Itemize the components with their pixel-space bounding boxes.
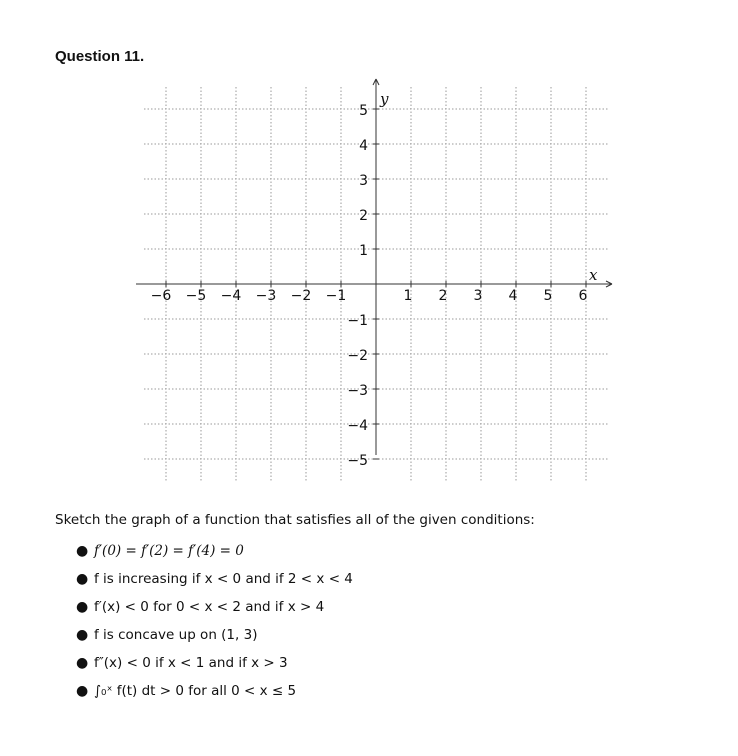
bullet-icon: ●: [76, 599, 89, 615]
y-tick-label: −2: [347, 348, 368, 364]
y-tick-label: 3: [359, 173, 368, 189]
conditions-list: [76, 537, 353, 705]
x-tick-label: 4: [508, 288, 518, 304]
y-tick-label: −4: [347, 418, 368, 434]
bullet-icon: ●: [76, 627, 89, 643]
x-tick-label: 6: [578, 288, 588, 304]
y-tick-label: −1: [347, 313, 368, 329]
y-axis-label: y: [380, 90, 389, 108]
condition-item: [76, 565, 353, 593]
x-tick-label: 5: [543, 288, 553, 304]
condition-text: f is increasing if x < 0 and if 2 < x < 4: [94, 571, 353, 587]
condition-item: [76, 621, 353, 649]
y-tick-label: −3: [347, 383, 368, 399]
x-tick-label: −1: [325, 288, 347, 304]
condition-item: [76, 537, 353, 565]
x-tick-label: −2: [290, 288, 312, 304]
x-tick-label: −4: [220, 288, 242, 304]
y-tick-label: 5: [359, 103, 368, 119]
bullet-icon: ●: [76, 683, 89, 699]
tick-labels: [151, 103, 588, 469]
x-axis-label: x: [589, 266, 598, 284]
y-tick-label: 2: [359, 208, 368, 224]
problem-prompt: Sketch the graph of a function that satisfies all of the given conditions:: [55, 512, 535, 528]
bullet-icon: ●: [76, 571, 89, 587]
x-tick-label: −3: [255, 288, 277, 304]
y-tick-label: −5: [347, 453, 368, 469]
y-tick-label: 1: [359, 243, 368, 259]
condition-item: [76, 593, 353, 621]
condition-item: [76, 649, 353, 677]
x-tick-label: 2: [438, 288, 448, 304]
x-tick-label: −5: [185, 288, 207, 304]
x-tick-label: −6: [150, 288, 172, 304]
axes: [136, 79, 612, 459]
condition-item: [76, 677, 353, 705]
condition-text: f″(x) < 0 if x < 1 and if x > 3: [94, 655, 288, 671]
condition-text: f′(0) = f′(2) = f′(4) = 0: [94, 543, 244, 559]
y-tick-label: 4: [359, 138, 368, 154]
condition-text: ∫₀ˣ f(t) dt > 0 for all 0 < x ≤ 5: [94, 683, 297, 699]
condition-text: f′(x) < 0 for 0 < x < 2 and if x > 4: [94, 599, 325, 615]
bullet-icon: ●: [76, 543, 89, 559]
x-tick-label: 3: [473, 288, 483, 304]
x-tick-label: 1: [403, 288, 413, 304]
bullet-icon: ●: [76, 655, 89, 671]
condition-text: f is concave up on (1, 3): [94, 627, 258, 643]
question-title: Question 11.: [55, 48, 145, 65]
